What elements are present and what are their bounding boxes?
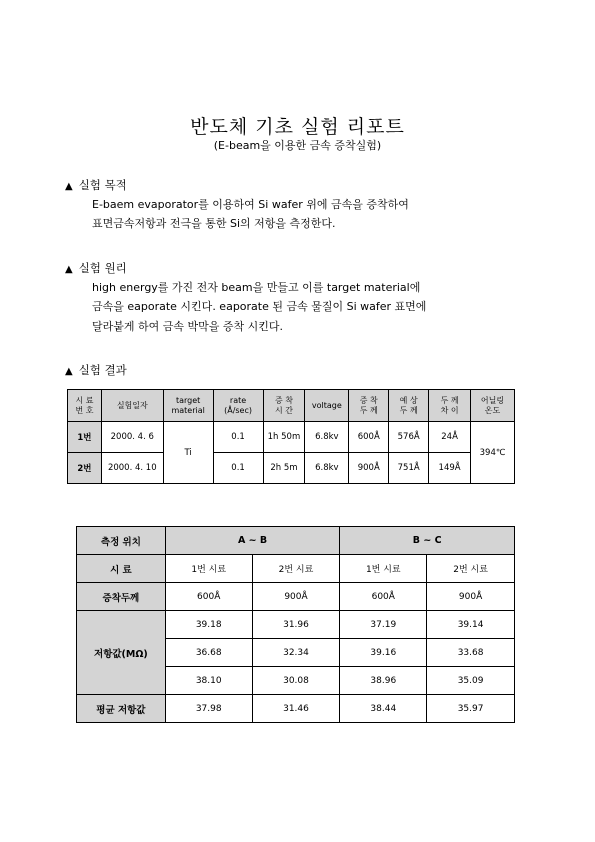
thickness-cell: 600Å bbox=[340, 583, 427, 611]
time-cell: 2h 5m bbox=[263, 453, 305, 484]
section-body-line: high energy를 가진 전자 beam을 만들고 이를 target material에 bbox=[92, 281, 421, 294]
sample-id-cell: 1번 bbox=[68, 422, 102, 453]
section-heading-text: 실험 목적 bbox=[78, 178, 127, 192]
voltage-cell: 6.8kv bbox=[305, 453, 349, 484]
thickness-cell: 600Å bbox=[165, 583, 252, 611]
position-label-cell: 측정 위치 bbox=[77, 527, 166, 555]
resistance-cell: 33.68 bbox=[427, 639, 515, 667]
triangle-marker-icon: ▲ bbox=[65, 366, 73, 377]
average-label-cell: 평균 저항값 bbox=[77, 695, 166, 723]
sample-label-cell: 시 료 bbox=[77, 555, 166, 583]
resistance-cell: 35.09 bbox=[427, 667, 515, 695]
average-cell: 31.46 bbox=[252, 695, 340, 723]
section-heading-principle bbox=[65, 260, 127, 276]
section-body-line: 금속을 eaporate 시킨다. eaporate 된 금속 물질이 Si wafer 표면에 bbox=[92, 300, 427, 313]
resistance-cell: 30.08 bbox=[252, 667, 340, 695]
thickness-diff-cell: 149Å bbox=[429, 453, 471, 484]
column-header: rate (Å/sec) bbox=[213, 390, 263, 422]
triangle-marker-icon: ▲ bbox=[65, 181, 73, 192]
column-header: voltage bbox=[305, 390, 349, 422]
section-heading-purpose bbox=[65, 177, 127, 193]
triangle-marker-icon: ▲ bbox=[65, 264, 73, 275]
section-heading-text: 실험 원리 bbox=[78, 261, 127, 275]
average-cell: 37.98 bbox=[165, 695, 252, 723]
rate-cell: 0.1 bbox=[213, 422, 263, 453]
column-header: target material bbox=[163, 390, 213, 422]
group-header-ab: A ~ B bbox=[165, 527, 340, 555]
resistance-table bbox=[76, 526, 515, 723]
group-header-bc: B ~ C bbox=[340, 527, 515, 555]
section-body-line: 달라붙게 하여 금속 박막을 증착 시킨다. bbox=[92, 320, 283, 333]
sample-id-cell: 2번 bbox=[68, 453, 102, 484]
resistance-cell: 31.96 bbox=[252, 611, 340, 639]
date-cell: 2000. 4. 10 bbox=[101, 453, 163, 484]
resistance-cell: 38.96 bbox=[340, 667, 427, 695]
resistance-cell: 37.19 bbox=[340, 611, 427, 639]
time-cell: 1h 50m bbox=[263, 422, 305, 453]
resistance-cell: 39.18 bbox=[165, 611, 252, 639]
resistance-cell: 36.68 bbox=[165, 639, 252, 667]
average-cell: 38.44 bbox=[340, 695, 427, 723]
thickness-cell: 900Å bbox=[427, 583, 515, 611]
sample-cell: 1번 시료 bbox=[340, 555, 427, 583]
column-header: 두 께 차 이 bbox=[429, 390, 471, 422]
section-heading-text: 실험 결과 bbox=[78, 363, 127, 377]
resistance-label-cell: 저항값(MΩ) bbox=[77, 611, 166, 695]
table-header-row bbox=[68, 390, 515, 422]
table-row bbox=[77, 555, 515, 583]
resistance-cell: 39.16 bbox=[340, 639, 427, 667]
sample-cell: 1번 시료 bbox=[165, 555, 252, 583]
resistance-cell: 38.10 bbox=[165, 667, 252, 695]
table-row bbox=[77, 583, 515, 611]
expected-thickness-cell: 751Å bbox=[389, 453, 429, 484]
voltage-cell: 6.8kv bbox=[305, 422, 349, 453]
table-row bbox=[77, 695, 515, 723]
column-header: 예 상 두 께 bbox=[389, 390, 429, 422]
thickness-diff-cell: 24Å bbox=[429, 422, 471, 453]
table-row bbox=[77, 527, 515, 555]
column-header: 실험일자 bbox=[101, 390, 163, 422]
table-row bbox=[68, 453, 515, 484]
sample-cell: 2번 시료 bbox=[252, 555, 340, 583]
experiment-conditions-table bbox=[67, 389, 515, 484]
table-row bbox=[77, 611, 515, 639]
rate-cell: 0.1 bbox=[213, 453, 263, 484]
sample-cell: 2번 시료 bbox=[427, 555, 515, 583]
anneal-temp-cell: 394℃ bbox=[471, 422, 515, 484]
column-header: 어닐링 온도 bbox=[471, 390, 515, 422]
page-subtitle: (E-beam을 이용한 금속 증착실험) bbox=[213, 139, 382, 152]
table-row bbox=[68, 422, 515, 453]
expected-thickness-cell: 576Å bbox=[389, 422, 429, 453]
column-header: 증 착 두 께 bbox=[349, 390, 389, 422]
column-header: 증 착 시 간 bbox=[263, 390, 305, 422]
resistance-cell: 39.14 bbox=[427, 611, 515, 639]
thickness-label-cell: 증착두께 bbox=[77, 583, 166, 611]
date-cell: 2000. 4. 6 bbox=[101, 422, 163, 453]
section-heading-results bbox=[65, 362, 127, 378]
thickness-cell: 600Å bbox=[349, 422, 389, 453]
section-body-line: 표면금속저항과 전극을 통한 Si의 저항을 측정한다. bbox=[92, 217, 336, 230]
thickness-cell: 900Å bbox=[349, 453, 389, 484]
section-body-line: E-baem evaporator를 이용하여 Si wafer 위에 금속을 증착하여 bbox=[92, 198, 409, 211]
column-header: 시 료 번 호 bbox=[68, 390, 102, 422]
page-title: 반도체 기초 실험 리포트 bbox=[190, 116, 405, 138]
thickness-cell: 900Å bbox=[252, 583, 340, 611]
resistance-cell: 32.34 bbox=[252, 639, 340, 667]
average-cell: 35.97 bbox=[427, 695, 515, 723]
target-material-cell: Ti bbox=[163, 422, 213, 484]
